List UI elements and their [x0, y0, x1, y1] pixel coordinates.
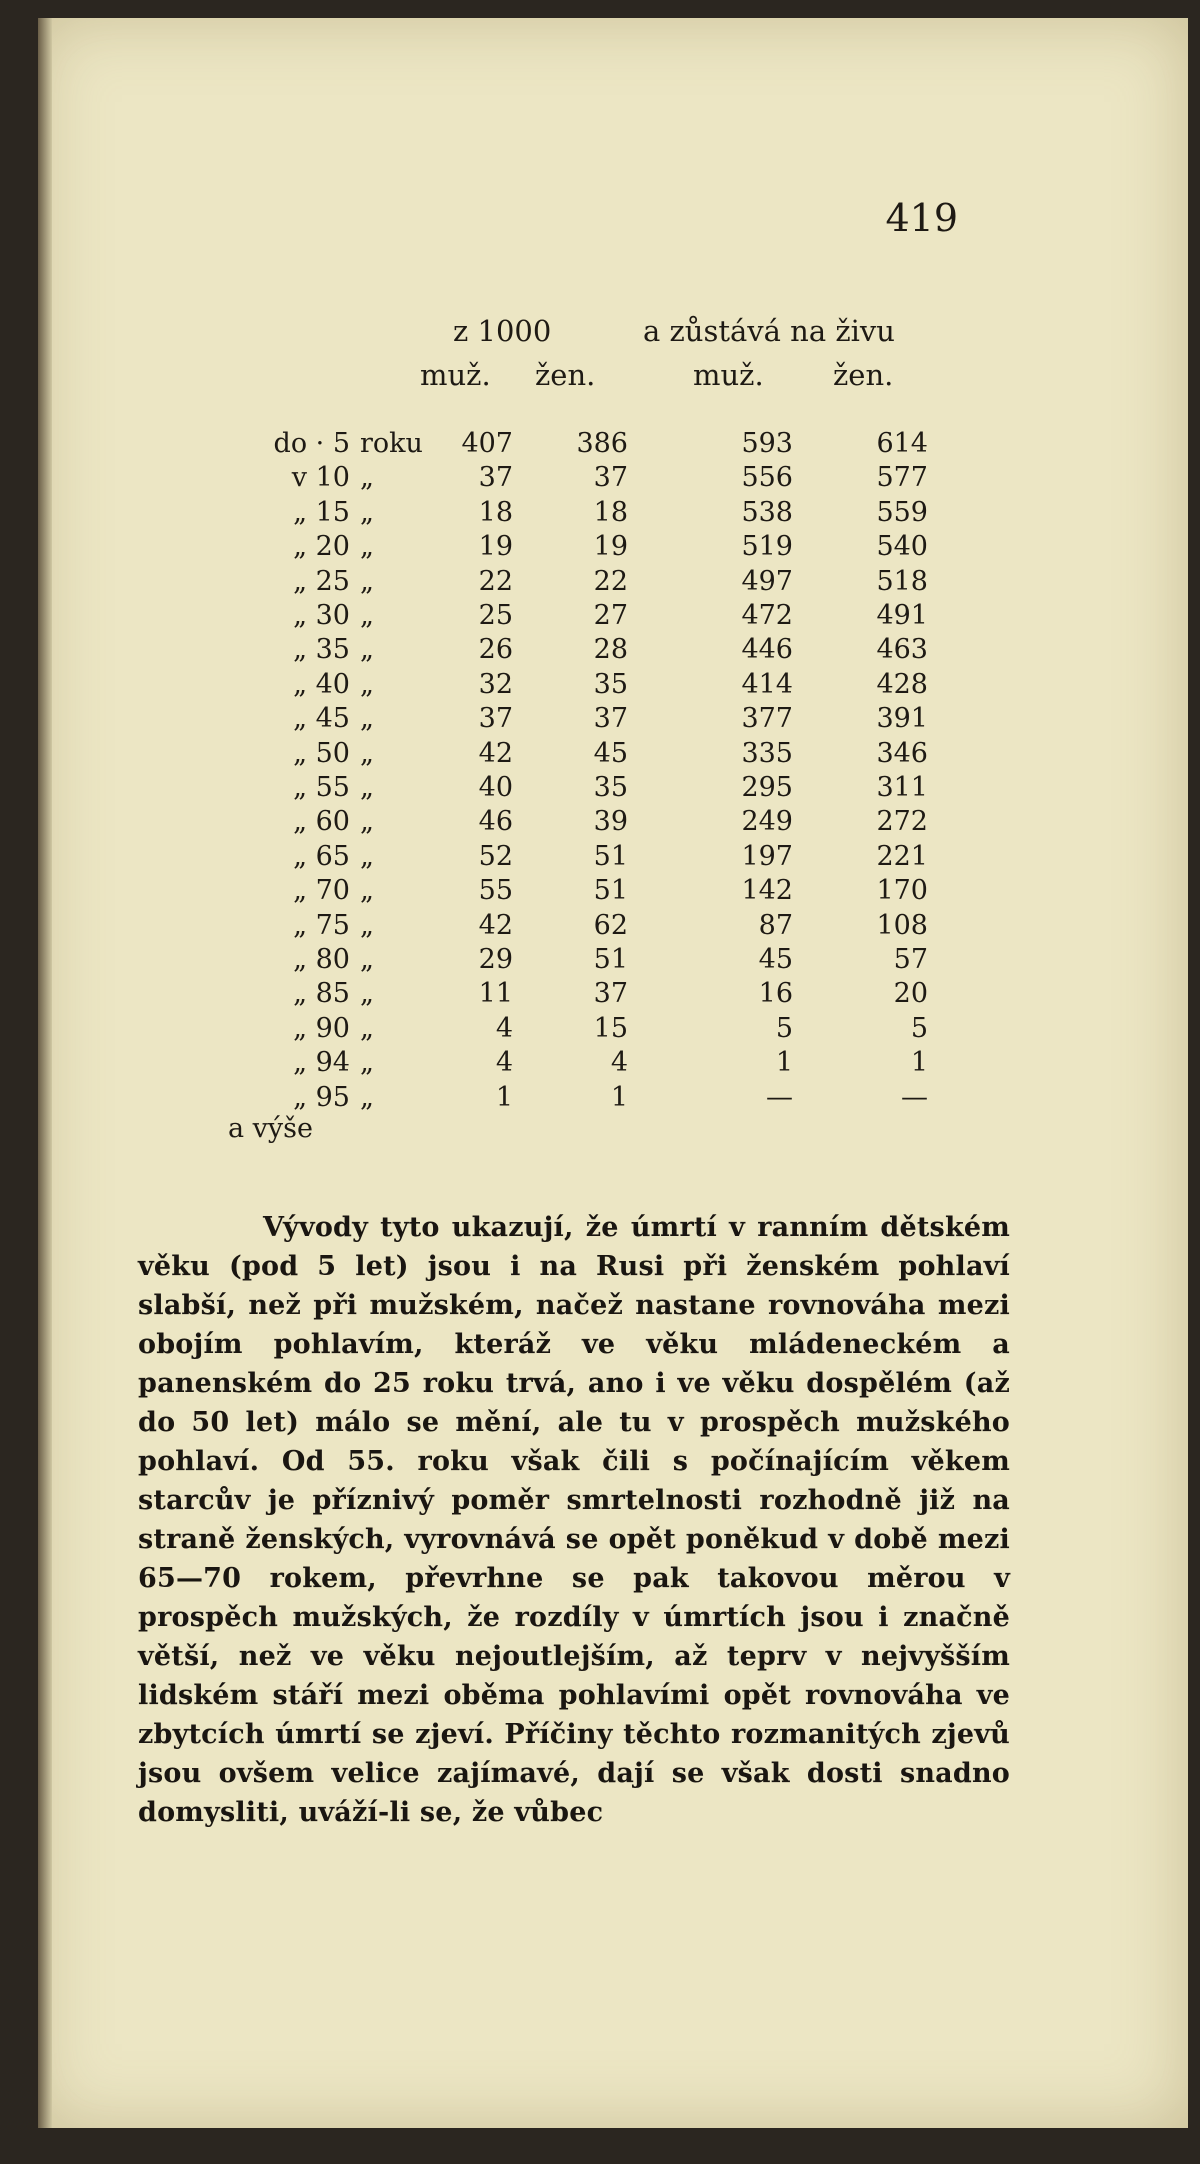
survivors-male: 377: [741, 703, 793, 735]
survivors-male: 497: [741, 565, 793, 597]
row-age-label: „ 75: [293, 909, 350, 941]
deaths-female: 22: [593, 565, 628, 597]
deaths-male: 29: [478, 944, 513, 975]
survivors-female: 614: [876, 428, 928, 459]
book-page: [38, 18, 1188, 2128]
table-row: [38, 738, 1188, 774]
deaths-male: 40: [478, 772, 513, 803]
table-row: [38, 462, 1188, 498]
survivors-male: 556: [741, 462, 793, 494]
survivors-female: 57: [893, 944, 928, 975]
row-age-label: do · 5: [273, 428, 350, 459]
table-row: [38, 428, 1188, 464]
deaths-female: 45: [593, 737, 628, 769]
row-unit: „: [360, 1047, 374, 1079]
survivors-female: 463: [876, 634, 928, 666]
table-row: [38, 669, 1188, 705]
survivors-female: 311: [876, 772, 928, 803]
deaths-female: 37: [593, 462, 628, 494]
header-male-2: muž.: [693, 358, 764, 392]
deaths-female: 4: [610, 1047, 628, 1079]
table-row: [38, 875, 1188, 911]
deaths-female: 15: [593, 1012, 628, 1044]
row-age-label: „ 95: [293, 1081, 350, 1113]
survivors-male: 414: [741, 668, 793, 700]
survivors-female: 170: [876, 875, 928, 907]
header-group-deaths: z 1000: [453, 314, 552, 348]
survivors-female: 20: [893, 978, 928, 1010]
deaths-male: 42: [478, 737, 513, 769]
deaths-male: 25: [478, 600, 513, 631]
row-unit: „: [360, 600, 374, 631]
row-age-label: „ 20: [293, 531, 350, 563]
table-row: [38, 978, 1188, 1014]
survivors-female: 559: [876, 496, 928, 528]
row-age-label: „ 80: [293, 944, 350, 975]
table-row: [38, 1047, 1188, 1083]
deaths-female: 39: [593, 806, 628, 838]
deaths-female: 37: [593, 978, 628, 1010]
survivors-male: 538: [741, 496, 793, 528]
deaths-male: 32: [478, 668, 513, 700]
table-row: [38, 910, 1188, 946]
row-unit: „: [360, 909, 374, 941]
survivors-male: 295: [741, 772, 793, 803]
table-row: [38, 944, 1188, 980]
deaths-female: 51: [593, 944, 628, 975]
survivors-female: 1: [910, 1047, 928, 1079]
deaths-female: 19: [593, 531, 628, 563]
row-age-label: „ 35: [293, 634, 350, 666]
survivors-male: 519: [741, 531, 793, 563]
survivors-male: 197: [741, 840, 793, 872]
survivors-female: 577: [876, 462, 928, 494]
survivors-male: —: [766, 1081, 793, 1113]
survivors-male: 249: [741, 806, 793, 838]
row-age-label: „ 15: [293, 496, 350, 528]
table-row: [38, 1013, 1188, 1049]
table-row: [38, 703, 1188, 739]
deaths-female: 386: [576, 428, 628, 459]
survivors-male: 87: [758, 909, 793, 941]
table-row: [38, 772, 1188, 808]
row-age-label: v 10: [291, 462, 350, 494]
row-age-label: „ 55: [293, 772, 350, 803]
row-age-label: „ 90: [293, 1012, 350, 1044]
row-age-label: „ 60: [293, 806, 350, 838]
row-unit: „: [360, 806, 374, 838]
deaths-female: 35: [593, 772, 628, 803]
row-age-label: „ 30: [293, 600, 350, 631]
row-age-label: „ 65: [293, 840, 350, 872]
deaths-female: 37: [593, 703, 628, 735]
row-unit: „: [360, 565, 374, 597]
deaths-female: 27: [593, 600, 628, 631]
deaths-male: 37: [478, 703, 513, 735]
deaths-female: 62: [593, 909, 628, 941]
survivors-female: 428: [876, 668, 928, 700]
deaths-male: 18: [478, 496, 513, 528]
survivors-female: 221: [876, 840, 928, 872]
row-unit: „: [360, 496, 374, 528]
deaths-male: 46: [478, 806, 513, 838]
page-number: 419: [885, 196, 958, 240]
survivors-male: 142: [741, 875, 793, 907]
deaths-male: 407: [461, 428, 513, 459]
table-row: [38, 566, 1188, 602]
deaths-male: 26: [478, 634, 513, 666]
table-row: [38, 600, 1188, 636]
survivors-female: 346: [876, 737, 928, 769]
table-row: [38, 634, 1188, 670]
deaths-male: 1: [495, 1081, 513, 1113]
survivors-male: 45: [758, 944, 793, 975]
row-unit: „: [360, 1012, 374, 1044]
deaths-male: 22: [478, 565, 513, 597]
deaths-male: 11: [478, 978, 513, 1010]
table-row: [38, 531, 1188, 567]
deaths-female: 35: [593, 668, 628, 700]
row-age-label: „ 94: [293, 1047, 350, 1079]
table-row: [38, 841, 1188, 877]
deaths-female: 28: [593, 634, 628, 666]
survivors-female: 108: [876, 909, 928, 941]
table-row: [38, 497, 1188, 533]
survivors-male: 16: [758, 978, 793, 1010]
deaths-male: 4: [495, 1012, 513, 1044]
header-female-2: žen.: [833, 358, 894, 392]
header-group-survivors: a zůstává na živu: [643, 314, 895, 348]
row-unit: „: [360, 840, 374, 872]
table-row: [38, 806, 1188, 842]
survivors-female: 491: [876, 600, 928, 631]
survivors-female: 272: [876, 806, 928, 838]
body-paragraph: Vývody tyto ukazují, že úmrtí v ranním dětském věku (pod 5 let) jsou i na Rusi při ženském pohlaví slabší, než při mužském, načež nastane rovnováha mezi obojím pohlavím, kteráž ve věku mládeneckém a panenském do 25 roku trvá, ano i ve věku dospělém (až do 50 let) málo se mění, ale tu v prospěch mužského pohlaví. Od 55. roku však čili s počínajícím věkem starcův je příznivý poměr smrtelnosti rozhodně již na straně ženských, vyrovnává se opět poněkud v době mezi 65—70 rokem, převrhne se pak takovou měrou v prospěch mužských, že rozdíly v úmrtích jsou i značně větší, než ve věku nejoutlejším, až teprv v nejvyšším lidském stáří mezi oběma pohlavími opět rovnováha ve zbytcích úmrtí se zjeví. Příčiny těchto rozmanitých zjevů jsou ovšem velice zajímavé, dají se však dosti snadno domysliti, uváží-li se, že vůbec: [138, 1212, 1010, 1828]
row-unit: „: [360, 668, 374, 700]
deaths-female: 51: [593, 875, 628, 907]
row-age-label: „ 70: [293, 875, 350, 907]
row-unit: „: [360, 634, 374, 666]
header-male-1: muž.: [420, 358, 491, 392]
survivors-male: 446: [741, 634, 793, 666]
survivors-male: 593: [741, 428, 793, 459]
row-unit: roku: [360, 428, 423, 459]
survivors-female: —: [901, 1081, 928, 1113]
deaths-male: 4: [495, 1047, 513, 1079]
survivors-female: 540: [876, 531, 928, 563]
row-unit: „: [360, 462, 374, 494]
deaths-female: 1: [610, 1081, 628, 1113]
row-unit: „: [360, 772, 374, 803]
row-age-label: „ 25: [293, 565, 350, 597]
deaths-male: 42: [478, 909, 513, 941]
survivors-female: 518: [876, 565, 928, 597]
survivors-male: 5: [775, 1012, 793, 1044]
survivors-female: 5: [910, 1012, 928, 1044]
row-unit: „: [360, 531, 374, 563]
deaths-male: 55: [478, 875, 513, 907]
row-unit: „: [360, 944, 374, 975]
row-age-label: „ 50: [293, 737, 350, 769]
survivors-male: 1: [775, 1047, 793, 1079]
header-female-1: žen.: [535, 358, 596, 392]
table-footer-label: a výše: [228, 1113, 314, 1144]
deaths-male: 37: [478, 462, 513, 494]
row-unit: „: [360, 1081, 374, 1113]
survivors-male: 472: [741, 600, 793, 631]
survivors-male: 335: [741, 737, 793, 769]
row-unit: „: [360, 875, 374, 907]
deaths-female: 18: [593, 496, 628, 528]
row-unit: „: [360, 737, 374, 769]
table-row: [38, 1082, 1188, 1118]
row-age-label: „ 85: [293, 978, 350, 1010]
deaths-male: 52: [478, 840, 513, 872]
row-age-label: „ 40: [293, 668, 350, 700]
survivors-female: 391: [876, 703, 928, 735]
row-age-label: „ 45: [293, 703, 350, 735]
deaths-female: 51: [593, 840, 628, 872]
row-unit: „: [360, 703, 374, 735]
deaths-male: 19: [478, 531, 513, 563]
row-unit: „: [360, 978, 374, 1010]
